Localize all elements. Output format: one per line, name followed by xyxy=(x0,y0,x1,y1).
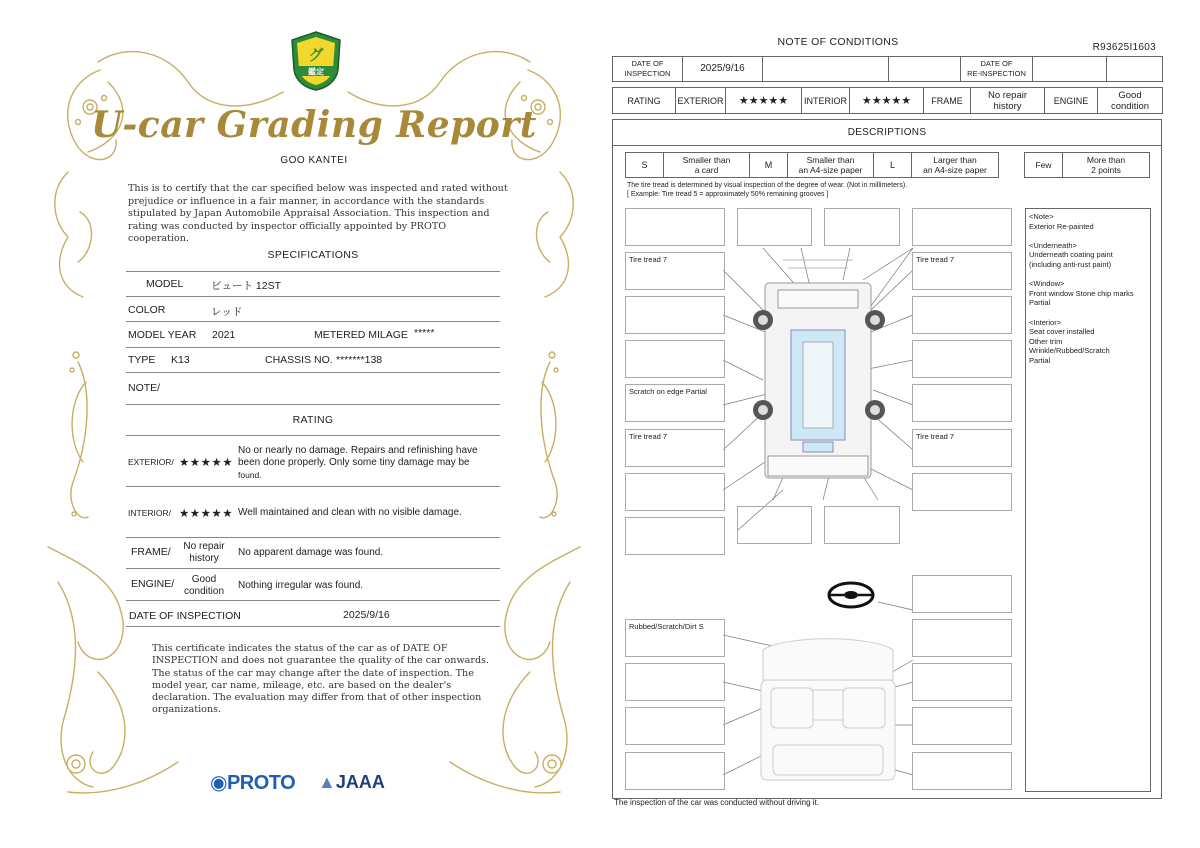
window-heading: <Window> xyxy=(1029,279,1065,289)
chassis-label: CHASSIS NO. xyxy=(265,354,333,366)
damage-box-interior-rubbed: Rubbed/Scratch/Dirt S xyxy=(625,619,725,657)
interior-label: INTERIOR/ xyxy=(128,508,171,518)
damage-box xyxy=(912,575,1012,613)
damage-box-left-scratch: Scratch on edge Partial xyxy=(625,384,725,422)
damage-box xyxy=(912,340,1012,378)
damage-box-rear-right-tire: Tire tread 7 xyxy=(912,429,1012,467)
jaaa-mark-icon: ▲ xyxy=(318,772,336,792)
size-legend xyxy=(625,152,999,178)
exterior-stars: ★★★★★ xyxy=(726,88,802,113)
frame-description: No apparent damage was found. xyxy=(238,547,384,558)
frame-value xyxy=(174,541,234,564)
metered-milage-value: ***** xyxy=(414,327,435,339)
reinspection-label: DATE OF RE-INSPECTION xyxy=(961,57,1033,81)
damage-box xyxy=(912,473,1012,511)
underneath-text: Underneath coating paint xyxy=(1029,250,1113,260)
jaaa-logo-text: JAAA xyxy=(335,772,385,792)
legend-m-desc: Smaller than an A4-size paper xyxy=(788,153,874,177)
date-of-inspection-value: 2025/9/16 xyxy=(683,57,763,81)
window-text: Partial xyxy=(1029,298,1051,308)
frame-value-line: history xyxy=(189,552,219,564)
report-title: U-car Grading Report xyxy=(91,104,537,146)
notes-panel xyxy=(1025,208,1151,792)
divider xyxy=(126,372,500,373)
underneath-heading: <Underneath> xyxy=(1029,240,1077,250)
damage-box-front-right-tire: Tire tread 7 xyxy=(912,252,1012,290)
divider xyxy=(126,404,500,405)
date-of-inspection-label: DATE OF INSPECTION xyxy=(129,610,241,622)
model-label: MODEL xyxy=(146,278,184,290)
color-value: レッド xyxy=(211,306,243,318)
metered-milage-label: METERED MILAGE xyxy=(314,329,408,341)
divider xyxy=(126,271,500,272)
divider xyxy=(126,568,500,569)
damage-box xyxy=(824,208,900,246)
svg-text:グ: グ xyxy=(308,46,324,64)
divider xyxy=(126,296,500,297)
rating-row xyxy=(612,87,1163,114)
noc-title: NOTE OF CONDITIONS xyxy=(777,36,899,48)
damage-box xyxy=(824,506,900,544)
legend-more: More than 2 points xyxy=(1086,155,1126,175)
exterior-label: EXTERIOR/ xyxy=(128,457,174,467)
proto-mark-icon: ◉ xyxy=(210,772,227,794)
damage-box xyxy=(912,707,1012,745)
descriptions-panel xyxy=(612,119,1162,799)
legend-l: L xyxy=(874,153,912,177)
interior-text: Wrinkle/Rubbed/Scratch xyxy=(1029,346,1110,356)
proto-logo xyxy=(210,770,295,795)
underneath-text: (including anti-rust paint) xyxy=(1029,259,1112,269)
exterior-label: EXTERIOR xyxy=(676,88,726,113)
exterior-description xyxy=(238,445,498,481)
damage-box xyxy=(912,663,1012,701)
jaaa-logo xyxy=(318,772,385,793)
interior-text: Seat cover installed xyxy=(1029,327,1095,337)
engine-label: ENGINE xyxy=(1045,88,1098,113)
frame-label: FRAME/ xyxy=(131,546,171,558)
frame-label: FRAME xyxy=(924,88,971,113)
note-text: Exterior Re-painted xyxy=(1029,221,1094,231)
legend-s: S xyxy=(626,153,664,177)
legend-m: M xyxy=(750,153,788,177)
divider xyxy=(126,435,500,436)
engine-value: Good condition xyxy=(1110,89,1150,112)
interior-text: Partial xyxy=(1029,355,1051,365)
report-subtitle: GOO KANTEI xyxy=(280,155,348,166)
empty-cell xyxy=(763,57,889,81)
tread-note xyxy=(627,181,907,199)
note-of-conditions xyxy=(612,36,1164,812)
interior-stars: ★★★★★ xyxy=(179,508,234,520)
report-id: R93625I1603 xyxy=(1092,42,1156,53)
divider xyxy=(126,321,500,322)
interior-text: Other trim xyxy=(1029,336,1063,346)
damage-box xyxy=(625,752,725,790)
svg-text:鑑定: 鑑定 xyxy=(308,67,324,77)
certificate-intro: This is to certify that the car specified below was inspected and rated without prejudice or influence in a fair manner, in accordance with the standards stipulated by Japan Automobile Appraisal Association. This inspection and rating was conducted by inspector officially appointed by PROTO cooperation. xyxy=(128,183,508,244)
divider xyxy=(126,347,500,348)
descriptions-heading: DESCRIPTIONS xyxy=(613,120,1161,146)
certificate-footer: This certificate indicates the status of the car as of DATE OF INSPECTION and does not guarantee the quality of the car onwards. The status of the car may change after the date of inspection. The model year, car name, mileage, etc. are based on the dealer's declaration. The evaluation may differ from that of other inspection organizations. xyxy=(152,643,490,716)
damage-box-rear-left-tire: Tire tread 7 xyxy=(625,429,725,467)
tread-note-line: [ Example: Tire tread 5 = approximately 50% remaining grooves ] xyxy=(627,191,829,198)
damage-box xyxy=(737,208,812,246)
color-label: COLOR xyxy=(128,304,166,316)
damage-box xyxy=(625,663,725,701)
engine-label: ENGINE/ xyxy=(131,578,175,590)
date-of-inspection-label: DATE OF INSPECTION xyxy=(613,57,683,81)
exterior-description-line: been done properly. Only some tiny damage may be xyxy=(238,457,470,468)
conditions-footer: The inspection of the car was conducted without driving it. xyxy=(614,798,819,807)
chassis-value: *******138 xyxy=(336,354,383,366)
damage-box xyxy=(625,707,725,745)
exterior-stars: ★★★★★ xyxy=(179,457,234,469)
goo-kantei-badge-icon xyxy=(288,30,344,92)
divider xyxy=(126,486,500,487)
model-year-label: MODEL YEAR xyxy=(128,329,197,341)
divider xyxy=(126,600,500,601)
legend-l-desc: Larger than an A4-size paper xyxy=(923,155,987,175)
date-of-inspection-value: 2025/9/16 xyxy=(343,609,390,621)
count-legend xyxy=(1024,152,1150,178)
model-value: ビュート 12ST xyxy=(211,280,282,292)
interior-label: INTERIOR xyxy=(802,88,850,113)
damage-box xyxy=(912,296,1012,334)
inspection-dates-row xyxy=(612,56,1163,82)
damage-box xyxy=(625,340,725,378)
divider xyxy=(126,537,500,538)
damage-box xyxy=(912,619,1012,657)
rating-heading: RATING xyxy=(292,414,334,426)
tread-note-line: The tire tread is determined by visual inspection of the degree of wear. (Not in millimeters). xyxy=(627,182,908,189)
note-label: NOTE/ xyxy=(128,382,161,394)
rating-label: RATING xyxy=(613,88,676,113)
exterior-description-line: No or nearly no damage. Repairs and refinishing have xyxy=(238,445,478,456)
legend-s-desc: Smaller than a card xyxy=(664,153,750,177)
engine-value-line: Good xyxy=(191,574,217,585)
divider xyxy=(126,626,500,627)
interior-stars: ★★★★★ xyxy=(850,88,924,113)
grading-certificate xyxy=(38,22,590,812)
type-label: TYPE xyxy=(128,354,156,366)
frame-value: No repair history xyxy=(971,88,1045,113)
reinspection-value xyxy=(1033,57,1107,81)
damage-box xyxy=(912,384,1012,422)
engine-value xyxy=(174,574,234,597)
interior-heading: <Interior> xyxy=(1029,317,1062,327)
window-text: Front window Stone chip marks xyxy=(1029,288,1134,298)
damage-box xyxy=(625,473,725,511)
steering-wheel-icon xyxy=(829,583,873,607)
model-year-value: 2021 xyxy=(212,329,236,341)
damage-box xyxy=(625,296,725,334)
exterior-description-line: found. xyxy=(238,470,262,480)
interior-description: Well maintained and clean with no visible damage. xyxy=(238,507,462,518)
damage-box xyxy=(625,517,725,555)
empty-cell xyxy=(1107,57,1162,81)
empty-cell xyxy=(889,57,961,81)
proto-logo-text: PROTO xyxy=(226,772,296,794)
frame-value-line: No repair xyxy=(183,541,225,552)
damage-box xyxy=(625,208,725,246)
damage-box xyxy=(737,506,812,544)
specifications-heading: SPECIFICATIONS xyxy=(267,249,359,261)
type-value: K13 xyxy=(171,354,190,366)
engine-description: Nothing irregular was found. xyxy=(238,580,364,591)
legend-few: Few xyxy=(1025,153,1063,177)
damage-box xyxy=(912,208,1012,246)
damage-box-front-left-tire: Tire tread 7 xyxy=(625,252,725,290)
engine-value-line: condition xyxy=(183,585,225,597)
note-heading: <Note> xyxy=(1029,212,1054,221)
damage-box xyxy=(912,752,1012,790)
